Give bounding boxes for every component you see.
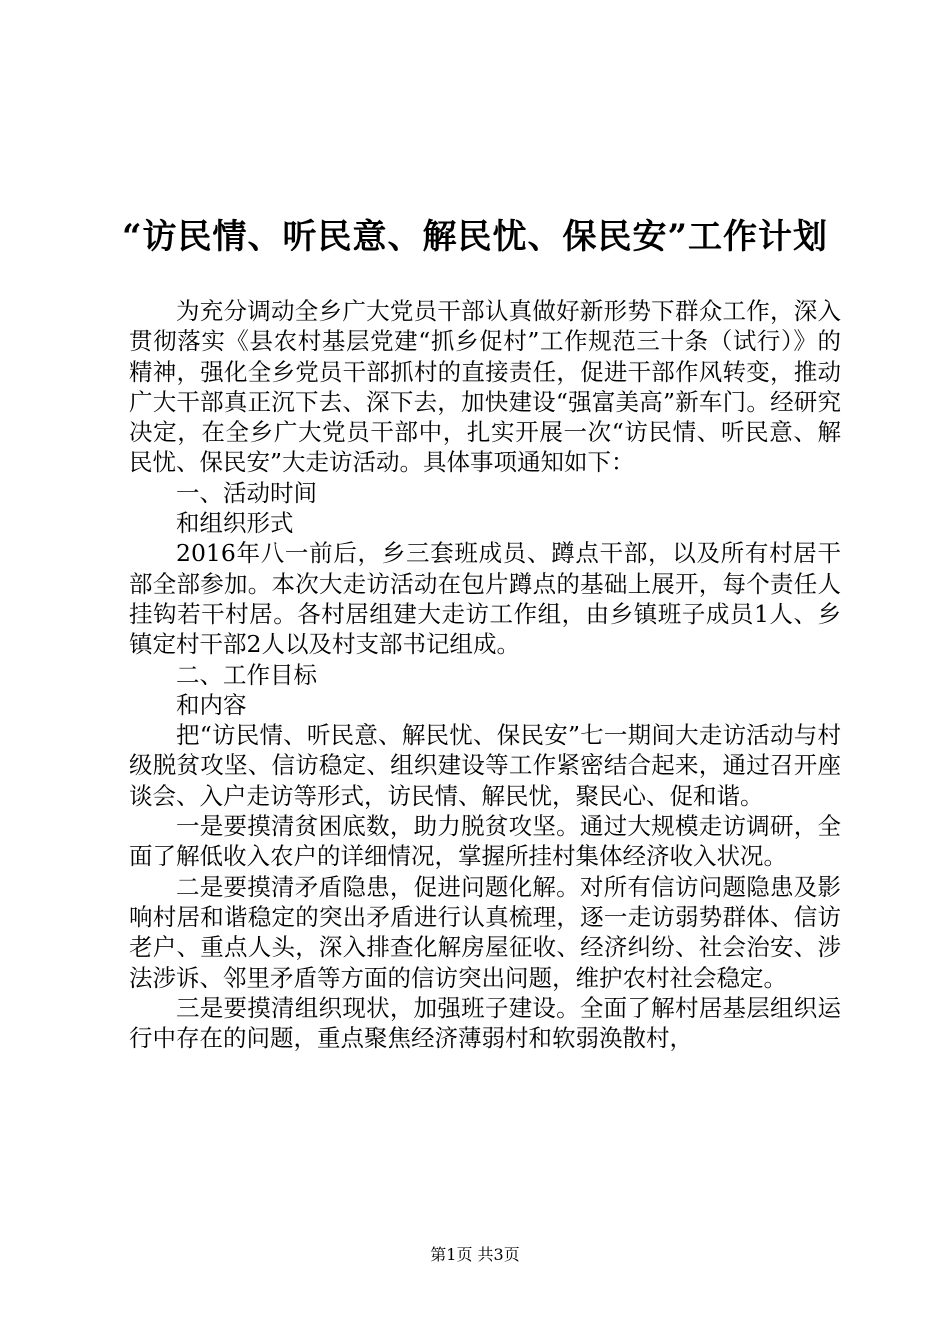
paragraph-section-2: 把“访民情、听民意、解民忧、保民安”七一期间大走访活动与村级脱贫攻坚、信访稳定、组织建设等工作紧密结合起来，通过召开座谈会、入户走访等形式，访民情、解民忧，聚民心、促和谐。 (129, 721, 841, 810)
paragraph-section-1: 2016年八一前后，乡三套班成员、蹲点干部，以及所有村居干部全部参加。本次大走访活动在包片蹲点的基础上展开，每个责任人挂钩若干村居。各村居组建大走访工作组，由乡镇班子成员1人、乡镇定村干部2人以及村支部书记组成。 (129, 539, 841, 659)
page-footer: 第1页 共3页 (430, 1245, 520, 1264)
paragraph-item-3: 三是要摸清组织现状，加强班子建设。全面了解村居基层组织运行中存在的问题，重点聚焦经济薄弱村和软弱涣散村， (129, 993, 841, 1053)
heading-section-2-cont: 和内容 (176, 690, 247, 719)
paragraph-item-1: 一是要摸清贫困底数，助力脱贫攻坚。通过大规模走访调研，全面了解低收入农户的详细情况，掌握所挂村集体经济收入状况。 (129, 812, 841, 871)
heading-section-2: 二、工作目标 (176, 660, 317, 689)
paragraph-intro: 为充分调动全乡广大党员干部认真做好新形势下群众工作，深入贯彻落实《县农村基层党建“抓乡促村”工作规范三十条（试行）》的精神，强化全乡党员干部抓村的直接责任，促进干部作风转变，推动广大干部真正沉下去、深下去，加快建设“强富美高”新车门。经研究决定，在全乡广大党员干部中，扎实开展一次“访民情、听民意、解民忧、保民安”大走访活动。具体事项通知如下： (129, 297, 841, 477)
document-title: “访民情、听民意、解民忧、保民安”工作计划 (121, 216, 829, 257)
paragraph-item-2: 二是要摸清矛盾隐患，促进问题化解。对所有信访问题隐患及影响村居和谐稳定的突出矛盾进行认真梳理，逐一走访弱势群体、信访老户、重点人头，深入排查化解房屋征收、经济纠纷、社会治安、涉法涉诉、邻里矛盾等方面的信访突出问题，维护农村社会稳定。 (129, 872, 841, 992)
document-body (129, 296, 841, 1053)
heading-section-1: 一、活动时间 (176, 478, 317, 507)
heading-section-1-cont: 和组织形式 (176, 509, 294, 538)
